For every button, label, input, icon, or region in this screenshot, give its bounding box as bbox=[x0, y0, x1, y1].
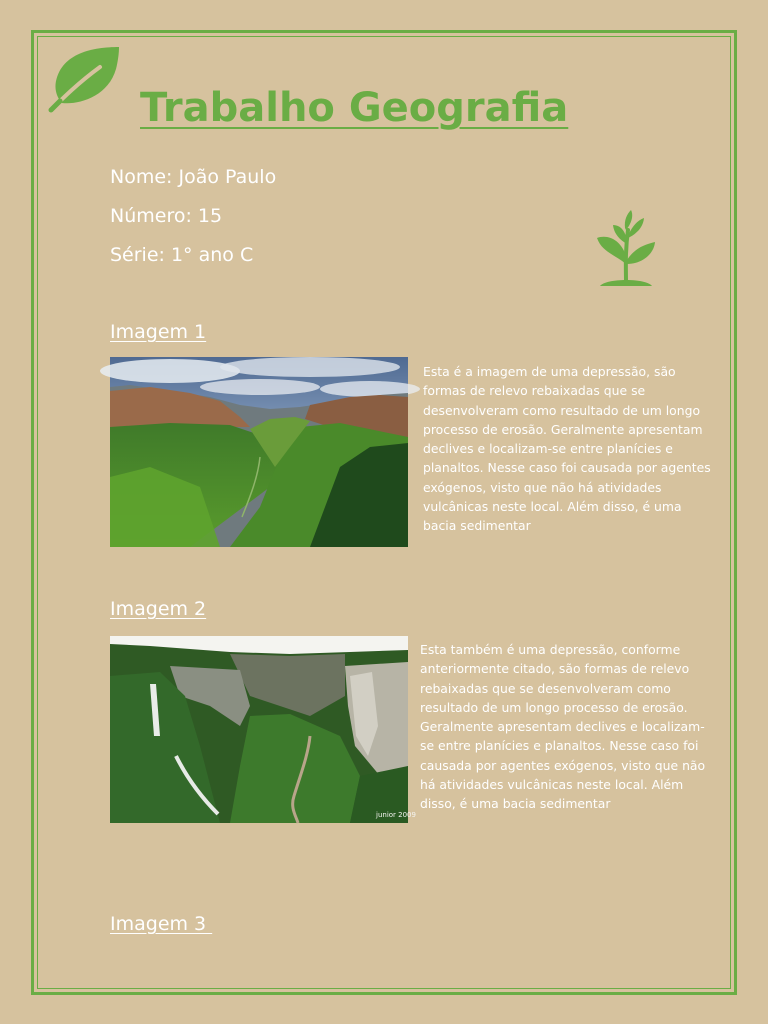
student-number: Número: 15 bbox=[110, 205, 223, 227]
sprout-icon bbox=[594, 208, 658, 288]
section-heading-imagem-2: Imagem 2 bbox=[110, 598, 207, 620]
section-description-imagem-2: Esta também é uma depressão, conforme anteriormente citado, são formas de relevo rebaixadas que se desenvolveram como resultado de um longo processo de erosão. Geralmente apresentam declives e localizam-se entre planícies e planaltos. Nesse caso foi causada por agentes exógenos, visto que não há atividades vulcânicas neste local. Além disso, é uma bacia sedimentar bbox=[420, 642, 706, 812]
student-name: Nome: João Paulo bbox=[110, 166, 277, 188]
image-credit: junior 2009 bbox=[376, 811, 416, 819]
document-title: Trabalho Geografia bbox=[140, 85, 569, 131]
leaf-icon bbox=[48, 45, 122, 113]
canyon-waterfall-photo bbox=[110, 636, 416, 823]
student-grade: Série: 1° ano C bbox=[110, 244, 254, 266]
section-description-imagem-1: Esta é a imagem de uma depressão, são formas de relevo rebaixadas que se desenvolveram como resultado de um longo processo de erosão. Geralmente apresentam declives e localizam-se entre planícies e planaltos. Nesse caso foi causada por agentes exógenos, visto que não há atividades vulcânicas neste local. Além disso, é uma bacia sedimentar bbox=[423, 364, 711, 534]
valley-depression-photo bbox=[110, 357, 408, 547]
section-heading-imagem-3: Imagem 3 bbox=[110, 913, 213, 935]
section-heading-imagem-1: Imagem 1 bbox=[110, 321, 207, 343]
